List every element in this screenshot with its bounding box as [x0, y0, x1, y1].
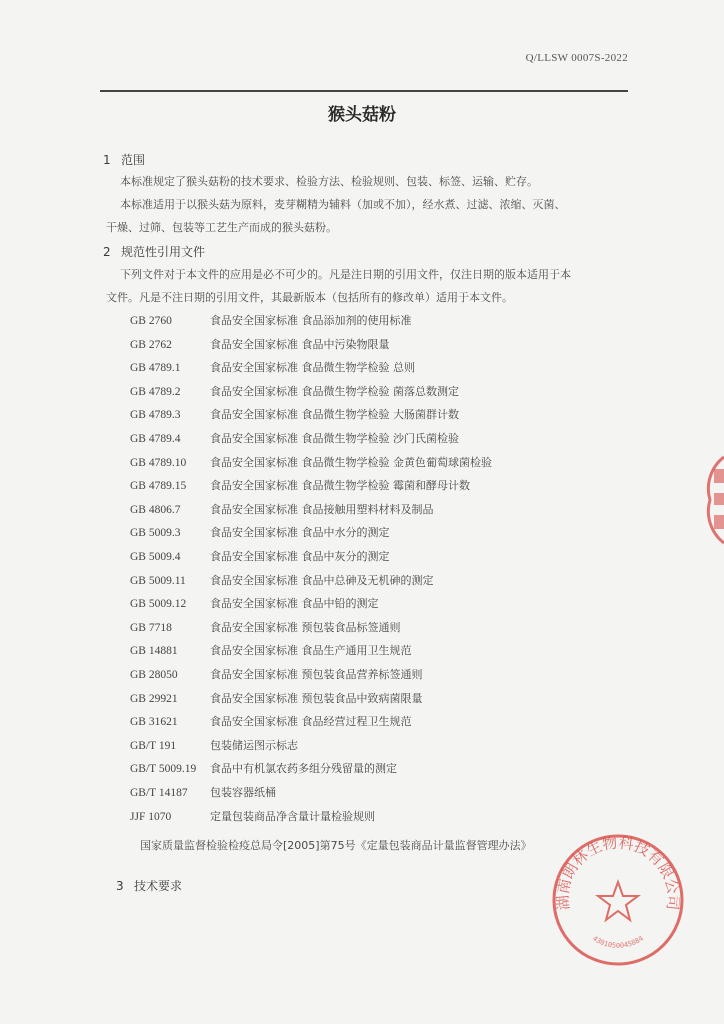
reference-code: GB/T 191 — [130, 739, 177, 752]
reference-name: 食品安全国家标准 食品中污染物限量 — [210, 337, 390, 351]
reference-name: 食品安全国家标准 食品微生物学检验 金黄色葡萄球菌检验 — [210, 455, 492, 469]
scope-paragraph-2-line-1: 本标准适用于以猴头菇为原料，麦芽糊精为辅料（加或不加），经水煮、过滤、浓缩、灭菌、 — [120, 198, 566, 211]
reference-row — [130, 312, 412, 328]
reference-name: 定量包装商品净含量计量检验规则 — [210, 809, 375, 823]
reference-row — [130, 430, 459, 446]
reference-code: GB 7718 — [130, 621, 172, 634]
reference-code: GB 4806.7 — [130, 503, 181, 516]
scope-paragraph-2-line-2: 干燥、过筛、包装等工艺生产而成的猴头菇粉。 — [106, 221, 337, 234]
reference-name: 食品安全国家标准 食品微生物学检验 菌落总数测定 — [210, 384, 459, 398]
reference-code: GB 5009.11 — [130, 574, 186, 587]
reference-code: JJF 1070 — [130, 810, 172, 823]
decree-line: 国家质量监督检验检疫总局令[2005]第75号《定量包装商品计量监督管理办法》 — [140, 839, 532, 852]
reference-code: GB 28050 — [130, 669, 178, 681]
reference-code: GB 4789.15 — [130, 480, 187, 493]
header-rule — [100, 90, 628, 92]
reference-name: 食品安全国家标准 预包装食品营养标签通则 — [210, 668, 423, 681]
section-number: 3 — [116, 879, 124, 893]
section-title: 范围 — [121, 153, 146, 167]
reference-code: GB 4789.2 — [130, 385, 181, 398]
doc-code: Q/LLSW 0007S-2022 — [525, 52, 628, 64]
reference-row — [130, 784, 276, 800]
reference-code: GB 4789.3 — [130, 409, 181, 422]
reference-row — [130, 572, 434, 588]
reference-code: GB 5009.3 — [130, 527, 181, 540]
reference-name: 食品安全国家标准 食品中水分的测定 — [210, 526, 390, 540]
reference-row — [130, 336, 390, 352]
reference-name: 食品安全国家标准 食品微生物学检验 大肠菌群计数 — [210, 408, 459, 422]
reference-name: 食品安全国家标准 食品添加剂的使用标准 — [210, 314, 412, 327]
reference-name: 食品安全国家标准 食品微生物学检验 沙门氏菌检验 — [210, 432, 459, 445]
scope-paragraph-1: 本标准规定了猴头菇粉的技术要求、检验方法、检验规则、包装、标签、运输、贮存。 — [120, 175, 538, 188]
references-intro-line-1: 下列文件对于本文件的应用是必不可少的。凡是注日期的引用文件，仅注日期的版本适用于本 — [120, 268, 571, 281]
reference-code: GB 2760 — [130, 315, 172, 327]
section-number: 1 — [103, 153, 111, 167]
reference-code: GB 4789.4 — [130, 433, 181, 445]
reference-name: 食品安全国家标准 食品微生物学检验 总则 — [210, 361, 415, 375]
references-intro-line-2: 文件。凡是不注日期的引用文件，其最新版本（包括所有的修改单）适用于本文件。 — [106, 291, 513, 304]
reference-code: GB 2762 — [130, 338, 172, 351]
section-number: 2 — [103, 245, 111, 259]
seal-serial: 4301050045884 — [591, 934, 645, 950]
reference-row — [130, 359, 415, 375]
reference-code: GB 5009.4 — [130, 551, 181, 563]
company-seal — [548, 830, 688, 970]
reference-name: 食品安全国家标准 预包装食品中致病菌限量 — [210, 691, 423, 705]
reference-code: GB 5009.12 — [130, 598, 187, 611]
reference-row — [130, 619, 401, 635]
reference-name: 食品安全国家标准 食品中总砷及无机砷的测定 — [210, 573, 434, 587]
reference-code: GB 14881 — [130, 645, 178, 658]
star-icon — [598, 882, 638, 920]
reference-code: GB 31621 — [130, 716, 178, 729]
reference-code: GB 29921 — [130, 692, 178, 705]
section-3-heading — [116, 877, 182, 894]
reference-code: GB/T 5009.19 — [130, 763, 197, 776]
reference-row — [130, 808, 375, 824]
partial-seal-edge — [706, 455, 724, 545]
reference-row — [130, 713, 412, 729]
reference-name: 包装储运图示标志 — [210, 738, 298, 752]
reference-name: 食品安全国家标准 食品生产通用卫生规范 — [210, 644, 412, 658]
reference-row — [130, 595, 379, 611]
reference-name: 食品安全国家标准 食品中灰分的测定 — [210, 550, 390, 563]
reference-name: 食品安全国家标准 食品微生物学检验 霉菌和酵母计数 — [210, 479, 470, 493]
reference-row — [130, 760, 397, 776]
reference-name: 食品安全国家标准 预包装食品标签通则 — [210, 620, 401, 634]
reference-code: GB/T 14187 — [130, 787, 188, 799]
reference-row — [130, 666, 423, 682]
reference-name: 包装容器纸桶 — [210, 786, 276, 799]
reference-row — [130, 737, 298, 753]
reference-row — [130, 690, 423, 706]
reference-row — [130, 524, 390, 540]
reference-row — [130, 642, 412, 658]
section-title: 技术要求 — [134, 879, 183, 893]
section-1-heading — [103, 151, 145, 168]
reference-name: 食品安全国家标准 食品经营过程卫生规范 — [210, 715, 412, 729]
reference-row — [130, 406, 459, 422]
reference-code: GB 4789.10 — [130, 456, 187, 469]
reference-row — [130, 477, 470, 493]
reference-name: 食品安全国家标准 食品接触用塑料材料及制品 — [210, 502, 434, 516]
reference-code: GB 4789.1 — [130, 362, 181, 375]
reference-name: 食品中有机氯农药多组分残留量的测定 — [210, 762, 397, 776]
seal-company-name: 湖南朗林生物科技有限公司 — [553, 833, 683, 911]
reference-name: 食品安全国家标准 食品中铅的测定 — [210, 597, 379, 611]
reference-row — [130, 454, 492, 470]
reference-row — [130, 383, 459, 399]
document-title: 猴头菇粉 — [328, 105, 396, 125]
reference-row — [130, 501, 434, 517]
reference-row — [130, 548, 390, 564]
section-2-heading — [103, 243, 205, 260]
section-title: 规范性引用文件 — [121, 245, 206, 259]
